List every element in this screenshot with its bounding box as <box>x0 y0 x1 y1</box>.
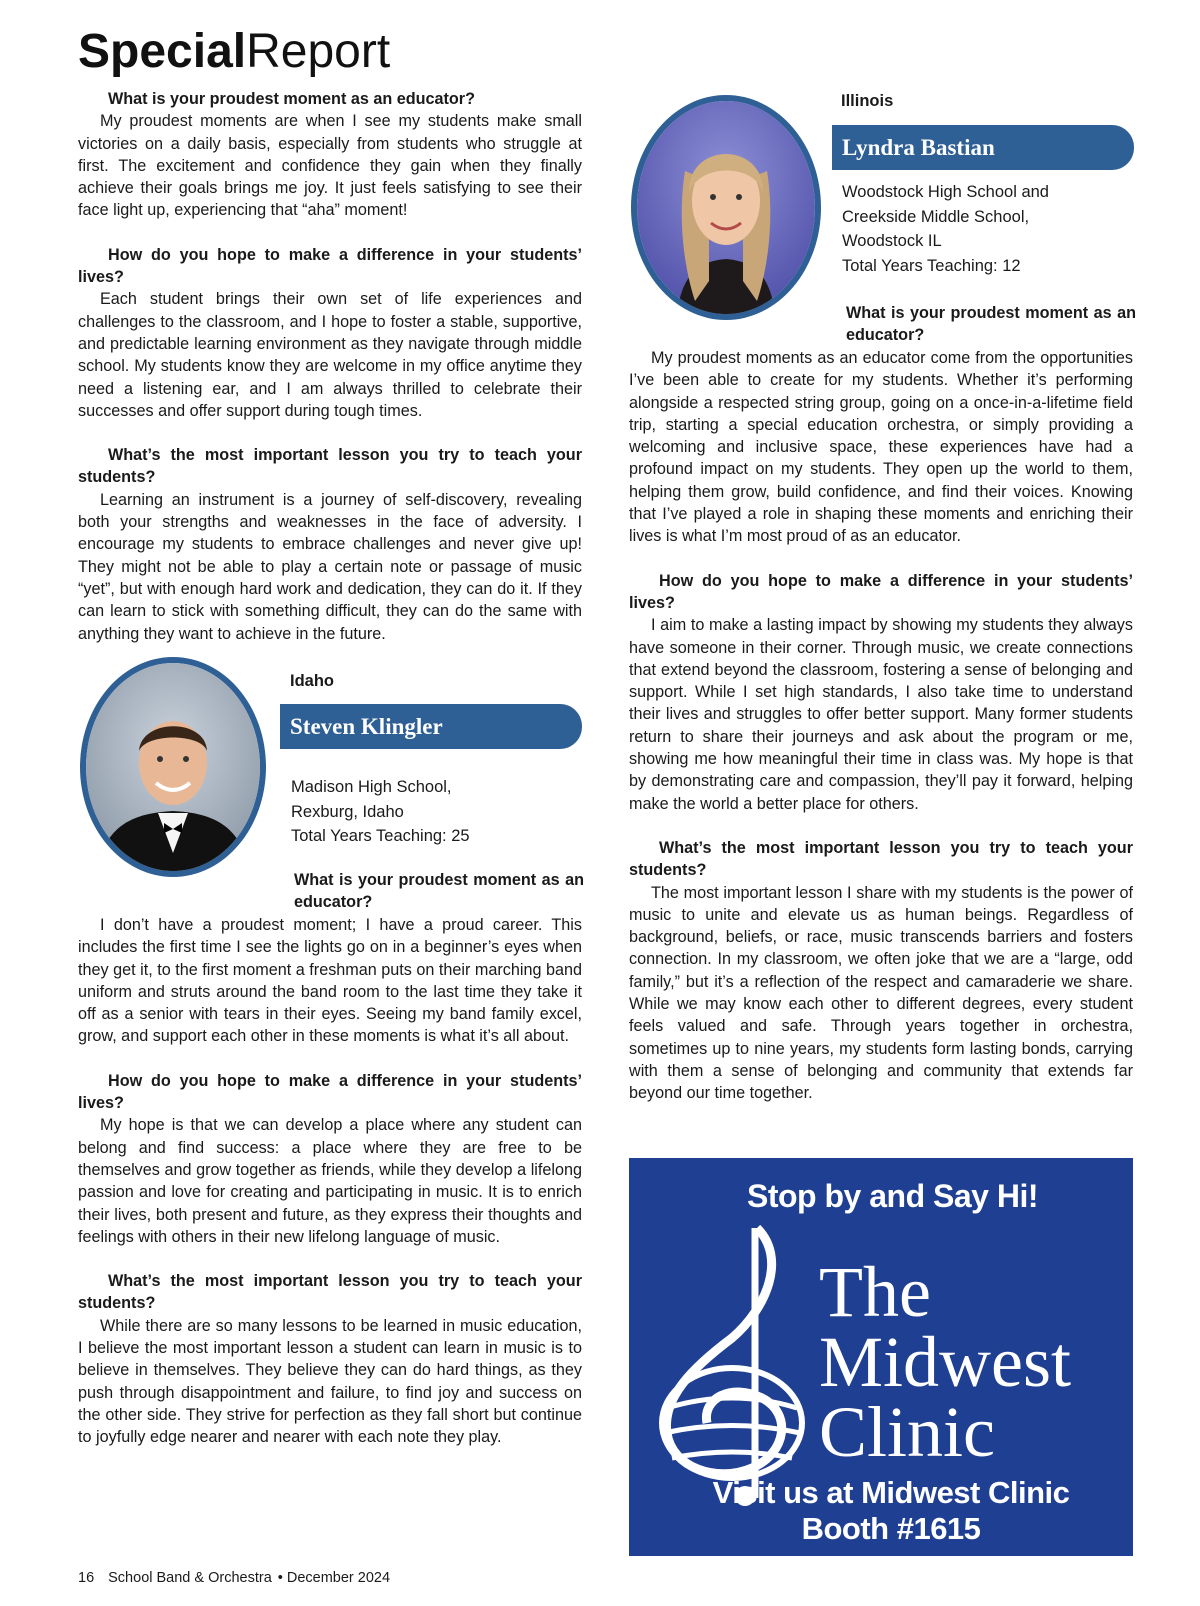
ad-headline: Stop by and Say Hi! <box>747 1178 1038 1214</box>
paragraph-gap <box>78 1048 582 1070</box>
left-column-top <box>78 88 582 645</box>
city-line: Woodstock IL <box>842 232 942 250</box>
paragraph-gap <box>629 815 1133 837</box>
steven-klingler-photo <box>80 657 266 877</box>
left-column-bottom <box>78 914 582 1449</box>
steven-klingler-name-banner: Steven Klingler <box>280 704 582 749</box>
interview-answer: I aim to make a lasting impact by showing my students they always have someone in their corner. Through music, we create connections that extend beyond the classroom, fostering a sense of belonging and support. While I set high standards, I also take time to understand their lives and struggles to offer better support. Many former students return to share their journeys and ask about the program or me, showing me how meaningful their time in class was. My hope is that by demonstrating care and compassion, they’ll pay it forward, helping make the world a better place for others. <box>629 616 1133 813</box>
page-title <box>78 25 391 78</box>
ad-brand-line-2: Midwest <box>819 1322 1071 1402</box>
school-line: Woodstock High School and <box>842 183 1049 201</box>
treble-clef-globe-logo-icon <box>637 1218 827 1508</box>
page-number: 16 <box>78 1570 95 1586</box>
right-column <box>629 347 1133 1105</box>
page-footer <box>78 1570 404 1586</box>
steven-klingler-q1: What is your proudest moment as an educator? <box>294 871 584 912</box>
page-title-light: Report <box>246 25 391 78</box>
paragraph-gap <box>629 548 1133 570</box>
lyndra-bastian-name-banner: Lyndra Bastian <box>832 125 1134 170</box>
portrait-woman-icon <box>637 101 815 314</box>
publication-name: School Band & Orchestra <box>108 1570 272 1586</box>
interview-answer: I don’t have a proudest moment; I have a proud career. This includes the first time I see the lights go on in a beginner’s eyes when they get it, to the first moment a freshman puts on their marching band uniform and struts around the band room to the last time they take it off as a senior with tears in their eyes. Seeing my band family excel, grow, and support each other in these moments is what it’s all about. <box>78 916 582 1046</box>
lyndra-bastian-info <box>842 180 1049 278</box>
years-teaching: Total Years Teaching: 12 <box>842 256 1021 275</box>
steven-klingler-info <box>291 775 470 849</box>
interview-answer: The most important lesson I share with my students is the power of music to unite and elevate us as human beings. Regardless of background, beliefs, or race, music transcends barriers and fosters connection. In my classroom, we often joke that we are a “large, odd family,” but it’s a reflection of the respect and camaraderie we share. While we may know each other to different degrees, every student feels valued and safe. Through years together in orchestra, sometimes up to nine years, my students form lasting bonds, carrying with them a sense of belonging and community that extends far beyond our time together. <box>629 883 1133 1103</box>
page-title-bold: Special <box>78 25 247 78</box>
school-line: Madison High School, <box>291 778 452 796</box>
city-line: Rexburg, Idaho <box>291 802 404 821</box>
interview-question: What’s the most important lesson you try to teach your students? <box>78 1272 582 1313</box>
interview-question: What’s the most important lesson you try to teach your students? <box>78 446 582 487</box>
years-teaching: Total Years Teaching: 25 <box>291 827 470 845</box>
midwest-clinic-ad[interactable] <box>629 1158 1133 1556</box>
interview-answer: My hope is that we can develop a place where any student can belong and find success: a place where they are free to be themselves and grow together as friends, while they develop a lifelong passion and love for creating and participating in music. It is to enrich their lives, both present and future, as they express their thoughts and feelings with others in their new lifelong language of music. <box>78 1116 582 1246</box>
interview-answer: My proudest moments as an educator come from the opportunities I’ve been able to create for my students. Whether it’s performing alongside a respected string group, going on a once-in-a-lifetime field trip, starting a special education orchestra, or simply providing a welcoming and inclusive space, these experiences have had a profound impact on my students. They open up the world to them, helping them grow, build confidence, and find their voices. Knowing that I’ve played a role in shaping these moments and enriching their lives is what I’m most proud of as an educator. <box>629 349 1133 546</box>
school-line-2: Creekside Middle School, <box>842 207 1030 226</box>
interview-question: What’s the most important lesson you try to teach your students? <box>629 838 1133 880</box>
interview-question: How do you hope to make a difference in your students’ lives? <box>78 245 582 287</box>
interview-answer: Each student brings their own set of life experiences and challenges to the classroom, and I hope to foster a stable, supportive, and predictable learning environment as they navigate through middle school. My students know they are welcome in my office anytime they need a listening ear, and I am always thrilled to celebrate their successes and offer support during tough times. <box>78 290 582 420</box>
lyndra-bastian-q1: What is your proudest moment as an educator? <box>846 304 1136 345</box>
lyndra-bastian-photo <box>631 95 821 320</box>
interview-question: How do you hope to make a difference in your students’ lives? <box>78 1071 582 1113</box>
ad-booth-line: Booth #1615 <box>801 1511 981 1546</box>
interview-answer: Learning an instrument is a journey of self-discovery, revealing both your strengths and weaknesses in the face of adversity. I encourage my students to embrace challenges and never give up! They might not be able to play a certain note or passage of music “yet”, but with enough hard work and dedication, they can do it. If they can learn to stick with something difficult, they can do the same with anything they want to achieve in the future. <box>78 490 582 643</box>
interview-answer: My proudest moments are when I see my students make small victories on a daily basis, especially from students who struggle at first. The excitement and confidence they gain when they finally achieve their goals brings me joy. It just feels satisfying to see their face light up, experiencing that “aha” moment! <box>78 112 582 220</box>
interview-question: How do you hope to make a difference in your students’ lives? <box>629 571 1133 612</box>
paragraph-gap <box>78 1248 582 1270</box>
illinois-state-label: Illinois <box>841 92 894 110</box>
interview-answer: While there are so many lessons to be learned in music education, I believe the most important lesson a student can learn in music is to believe in themselves. They believe they can do hard things, as they push through disappointment and failure, to find joy and success on the other side. They strive for perfection as they fall short but continue to joyfully edge nearer and nearer with each note they play. <box>78 1316 582 1447</box>
ad-visit-line: Visit us at Midwest Clinic <box>712 1475 1070 1510</box>
paragraph-gap <box>78 422 582 444</box>
paragraph-gap <box>78 222 582 244</box>
interview-question: What is your proudest moment as an educator? <box>108 90 475 108</box>
ad-brand-line-3: Clinic <box>819 1392 995 1472</box>
issue-date: • December 2024 <box>277 1570 391 1586</box>
ad-brand-line-1: The <box>819 1252 931 1332</box>
idaho-state-label: Idaho <box>290 672 334 690</box>
portrait-man-icon <box>86 663 260 871</box>
